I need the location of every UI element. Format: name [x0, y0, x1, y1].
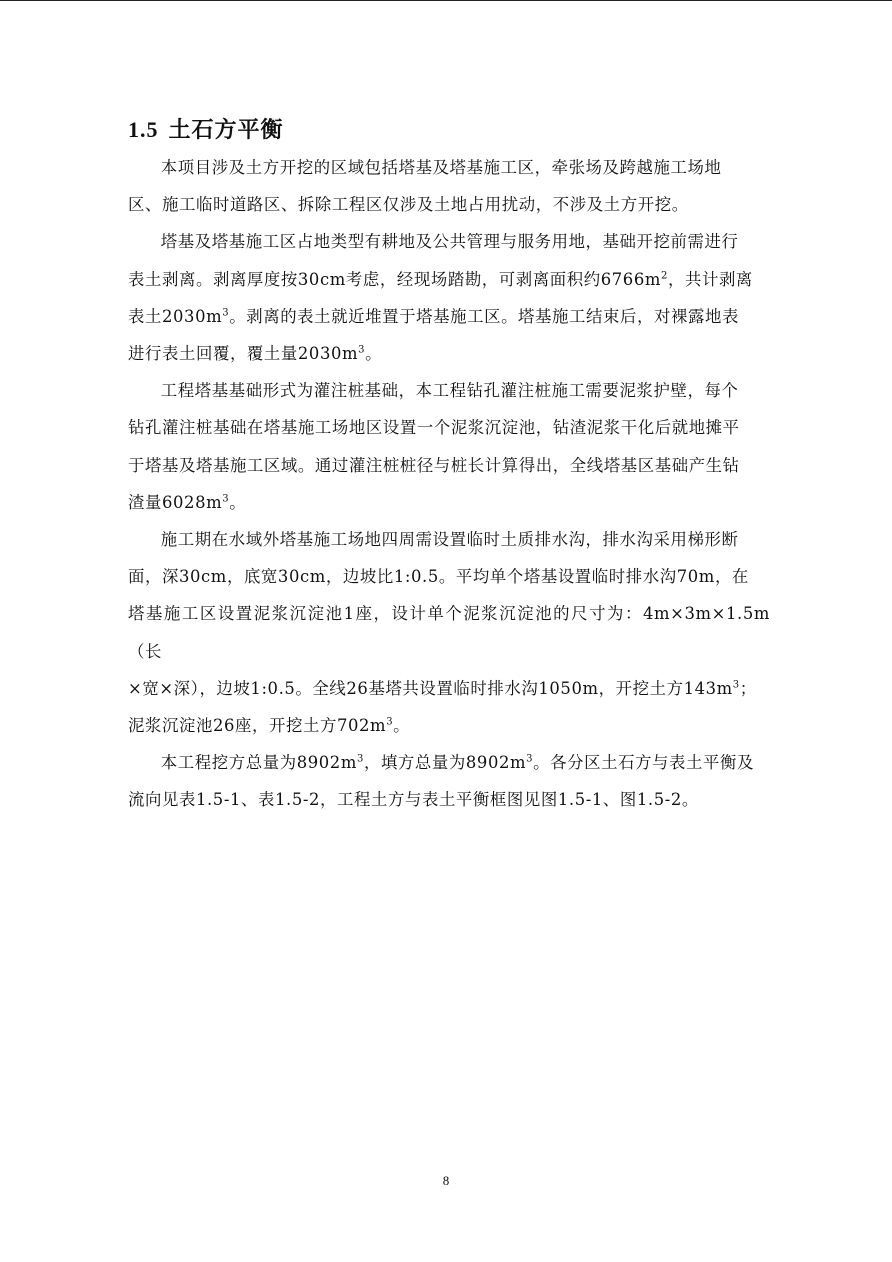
paragraph-2	[128, 223, 770, 372]
paragraph-line: 塔基施工区设置泥浆沉淀池1座，设计单个泥浆沉淀池的尺寸为：4m×3m×1.5m（长	[128, 604, 770, 661]
paragraph-line: 进行表土回覆，覆土量$2030m^3$。	[128, 344, 383, 364]
paragraph-line: 渣量$6028m^3$。	[128, 492, 247, 512]
paragraph-line: 表土$2030m^3$。剥离的表土就近堆置于塔基施工区。塔基施工结束后，对裸露地表	[128, 306, 739, 326]
paragraph-line: 区、施工临时道路区、拆除工程区仅涉及土地占用扰动，不涉及土方开挖。	[128, 195, 689, 215]
paragraph-line: 流向见表1.5-1、表1.5-2，工程土方与表土平衡框图见图1.5-1、图1.5-2。	[128, 790, 699, 810]
paragraph-5	[128, 744, 770, 818]
paragraph-1	[128, 149, 770, 223]
paragraph-line: 本工程挖方总量为$8902m^3$，填方总量为$8902m^3$。各分区土石方与表土平衡及	[160, 753, 755, 773]
paragraph-line: ×宽×深），边坡1:0.5。全线26基塔共设置临时排水沟1050m，开挖土方$143m^3$；	[128, 678, 757, 698]
paragraph-line: 于塔基及塔基施工区域。通过灌注桩桩径与桩长计算得出，全线塔基区基础产生钻	[128, 455, 740, 475]
paragraph-3	[128, 372, 770, 521]
paragraph-line: 面，深30cm，底宽30cm，边坡比1:0.5。平均单个塔基设置临时排水沟70m，在	[128, 567, 749, 587]
section-heading	[128, 114, 284, 146]
section-number: 1.5	[128, 117, 159, 142]
paragraph-line: 本项目涉及土方开挖的区域包括塔基及塔基施工区，牵张场及跨越施工场地	[160, 158, 722, 177]
paragraph-line: 钻孔灌注桩基础在塔基施工场地区设置一个泥浆沉淀池，钻渣泥浆干化后就地摊平	[128, 418, 740, 438]
paragraph-line: 泥浆沉淀池26座，开挖土方$702m^3$。	[128, 716, 411, 736]
paragraph-line: 表土剥离。剥离厚度按30cm考虑，经现场踏勘，可剥离面积约$6766m^2$，共计剥离	[128, 269, 753, 289]
paragraph-line: 塔基及塔基施工区占地类型有耕地及公共管理与服务用地，基础开挖前需进行	[160, 232, 739, 252]
page-number: 8	[442, 1173, 450, 1188]
paragraph-4	[128, 521, 770, 744]
section-title: 土石方平衡	[168, 117, 284, 143]
paragraph-line: 工程塔基基础形式为灌注桩基础，本工程钻孔灌注桩施工需要泥浆护壁，每个	[160, 381, 739, 401]
paragraph-line: 施工期在水域外塔基施工场地四周需设置临时土质排水沟，排水沟采用梯形断	[160, 530, 739, 550]
document-body	[128, 149, 770, 819]
